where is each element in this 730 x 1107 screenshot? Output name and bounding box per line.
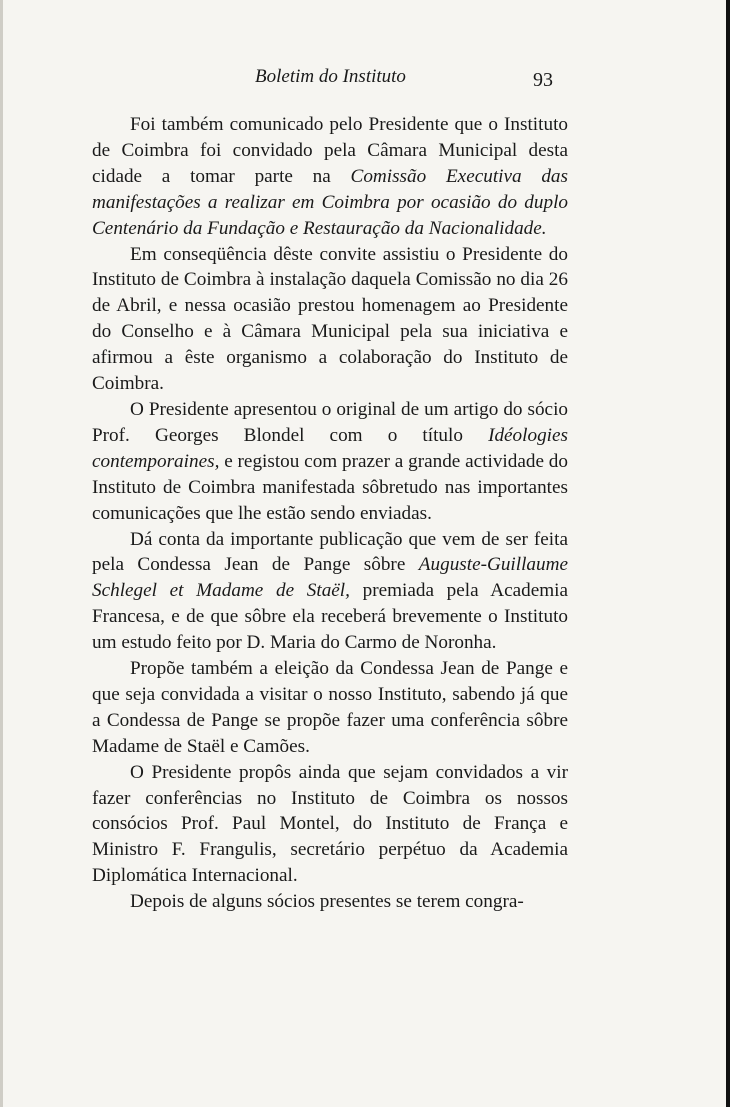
text-run: Em conseqüência dêste convite assistiu o Presidente do Instituto de Coimbra à instalação daquela Comissão no dia 26 de Abril, e nessa ocasião prestou homenagem ao Presidente do Conselho e à Câmara Municipal pela sua iniciativa e afirmou a êste organismo a colaboração do Instituto de Coimbra. xyxy=(92,243,568,395)
text-run: Foi também comunicado pelo Presidente que o Instituto de Coimbra foi convidado pela Câmara Municipal desta cidade a tomar parte na xyxy=(92,114,568,187)
text-run: premiada pela Academia Francesa, e de que sôbre ela receberá brevemente o Instituto um estudo feito por D. Maria do Carmo de Noronha. xyxy=(92,580,568,654)
paragraph xyxy=(92,889,568,915)
italic-text: Auguste-Guillaume Schlegel et Madame de Staël, xyxy=(92,554,568,602)
page-edge xyxy=(0,0,3,1107)
text-run: e registou com prazer a grande actividade do Instituto de Coimbra manifestada sôbretudo nas importantes comunicações que lhe estão sendo enviadas. xyxy=(92,450,568,524)
running-title: Boletim do Instituto xyxy=(255,66,406,87)
paragraph xyxy=(92,656,568,760)
text-run: Depois de alguns sócios presentes se terem congra- xyxy=(130,891,524,913)
text-run: O Presidente propôs ainda que sejam convidados a vir fazer conferências no Instituto de Coimbra os nossos consócios Prof. Paul Montel, do Instituto de França e Ministro F. Frangulis, secretário perpétuo da Academia Diplomática Internacional. xyxy=(92,761,568,887)
paragraph xyxy=(92,242,568,397)
page-header xyxy=(0,66,730,96)
text-run: Dá conta da importante publicação que vem de ser feita pela Condessa Jean de Pange sôbre xyxy=(92,528,568,576)
italic-text: Comissão Executiva das manifestações a realizar em Coimbra por ocasião do duplo Centenário da Fundação e Restauração da Nacionalidade. xyxy=(92,165,568,239)
paragraph xyxy=(92,527,568,657)
italic-text: Idéologies contemporaines, xyxy=(92,424,568,472)
paragraph xyxy=(92,112,568,242)
paragraph xyxy=(92,397,568,527)
page-number: 93 xyxy=(533,69,553,91)
paragraph xyxy=(92,760,568,890)
text-run: O Presidente apresentou o original de um artigo do sócio Prof. Georges Blondel com o título xyxy=(92,398,568,446)
text-run: Propõe também a eleição da Condessa Jean de Pange e que seja convidada a visitar o nosso Instituto, sabendo já que a Condessa de Pange se propõe fazer uma conferência sôbre Madame de Staël e Camões. xyxy=(92,658,568,757)
body-text xyxy=(92,112,568,915)
